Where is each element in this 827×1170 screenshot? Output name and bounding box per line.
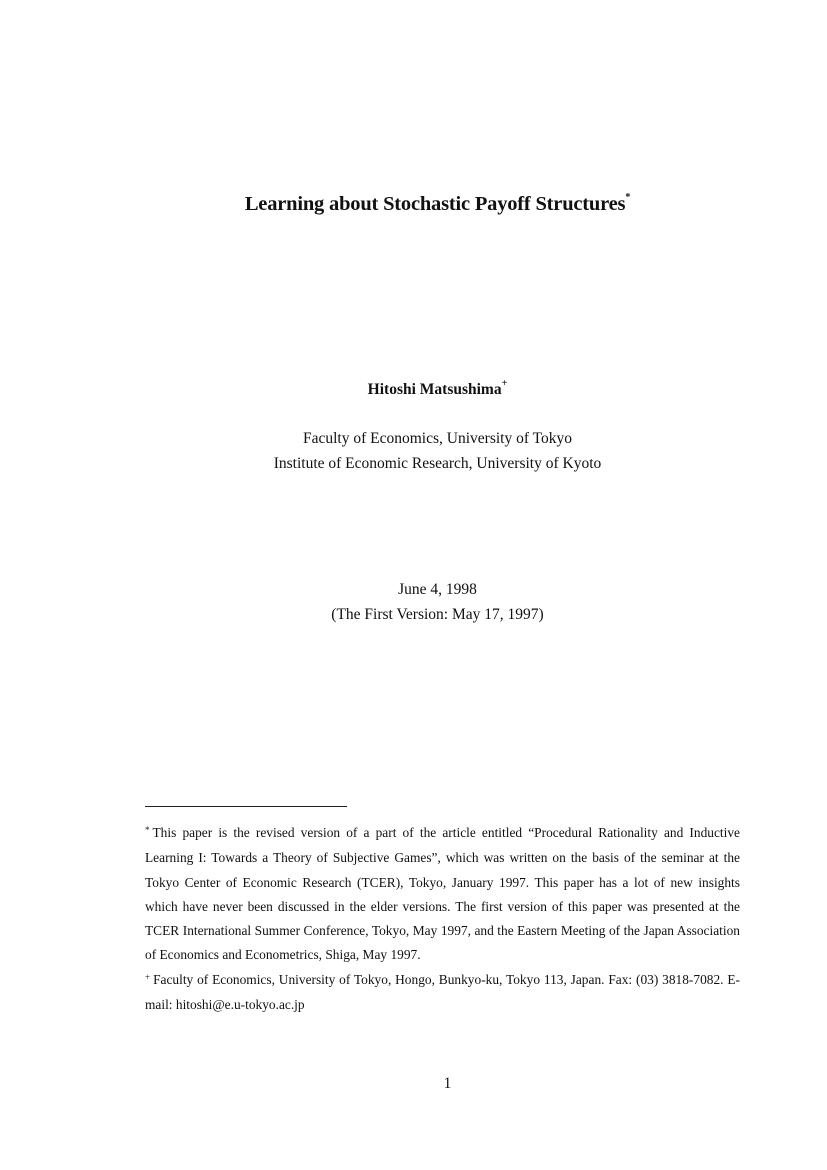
title-footnote-marker: * [625, 192, 631, 204]
date-current: June 4, 1998 [398, 581, 477, 598]
footnote-title-marker: * [145, 825, 150, 835]
footnote-author-marker: + [145, 971, 151, 982]
page-number: 1 [443, 1075, 452, 1092]
paper-title [0, 193, 827, 216]
paper-title-text: Learning about Stochastic Payoff Structures [244, 193, 626, 215]
author-name: Hitoshi Matsushima [367, 381, 502, 399]
affiliation-tokyo: Faculty of Economics, University of Tokyo [303, 430, 572, 447]
footnote-author [145, 968, 740, 1018]
footnote-author-text: Faculty of Economics, University of Tokyo, Hongo, Bunkyo-ku, Tokyo 113, Japan. Fax: (03) 3818-7082. E-mail: hitoshi@e.u-tokyo.ac.jp [145, 971, 740, 1013]
footnotes [145, 821, 740, 1017]
date-first-version: (The First Version: May 17, 1997) [331, 606, 544, 623]
footnote-title [145, 821, 740, 968]
affiliation-kyoto: Institute of Economic Research, University of Kyoto [273, 455, 602, 472]
author [0, 380, 827, 399]
author-footnote-marker: + [501, 378, 508, 389]
footnote-separator [145, 806, 347, 807]
footnote-title-text: This paper is the revised version of a part of the article entitled “Procedural Rationality and Inductive Learning I: Towards a Theory of Subjective Games”, which was written on the basis of the seminar at the Tokyo Center of Economic Research (TCER), Tokyo, January 1997. This paper has a lot of new insights which have never been discussed in the elder versions. The first version of this paper was presented at the TCER International Summer Conference, Tokyo, May 1997, and the Eastern Meeting of the Japan Association of Economics and Econometrics, Shiga, May 1997. [145, 825, 740, 963]
